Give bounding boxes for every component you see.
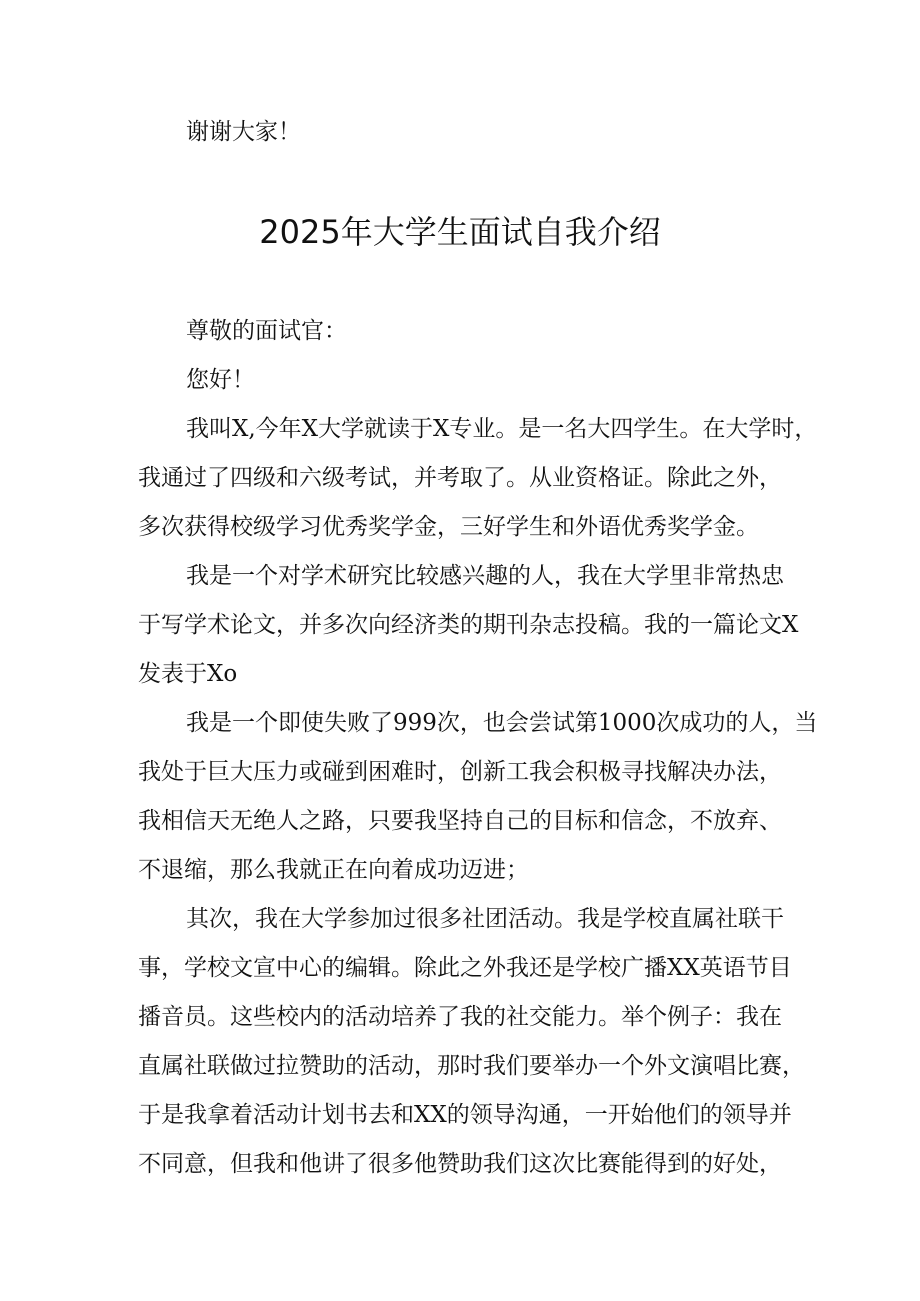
text-line: 尊敬的面试官： — [186, 318, 347, 344]
text-line: 我是一个对学术研究比较感兴趣的人，我在大学里非常热忠 — [186, 563, 784, 589]
text-line: 我通过了四级和六级考试，并考取了。从业资格证。除此之外， — [138, 465, 782, 491]
text-line: 您好！ — [186, 367, 255, 393]
text-line: 于是我拿着活动计划书去和XX的领导沟通，一开始他们的领导并 — [138, 1102, 792, 1128]
text-line: 我相信天无绝人之路，只要我坚持自己的目标和信念，不放弃、 — [138, 808, 782, 834]
text-line: 发表于Xo — [138, 661, 238, 687]
text-line: 我处于巨大压力或碰到困难时，创新工我会积极寻找解决办法， — [138, 759, 782, 785]
document-title: 2025年大学生面试自我介绍 — [259, 213, 661, 251]
text-line: 于写学术论文，并多次向经济类的期刊杂志投稿。我的一篇论文X — [138, 612, 799, 638]
text-line: 我叫X,今年X大学就读于X专业。是一名大四学生。在大学时， — [186, 416, 818, 442]
text-line: 播音员。这些校内的活动培养了我的社交能力。举个例子：我在 — [138, 1004, 782, 1030]
closing-line: 谢谢大家！ — [186, 119, 301, 145]
text-line: 直属社联做过拉赞助的活动，那时我们要举办一个外文演唱比赛， — [138, 1053, 805, 1079]
text-line: 其次，我在大学参加过很多社团活动。我是学校直属社联干 — [186, 906, 784, 932]
text-line: 我是一个即使失败了999次，也会尝试第1000次成功的人，当 — [186, 710, 818, 736]
text-line: 不同意，但我和他讲了很多他赞助我们这次比赛能得到的好处， — [138, 1151, 782, 1177]
text-line: 事，学校文宣中心的编辑。除此之外我还是学校广播XX英语节目 — [138, 955, 792, 981]
text-line: 不退缩，那么我就正在向着成功迈进； — [138, 857, 529, 883]
document-body — [138, 307, 818, 1189]
text-line: 多次获得校级学习优秀奖学金，三好学生和外语优秀奖学金。 — [138, 514, 759, 540]
